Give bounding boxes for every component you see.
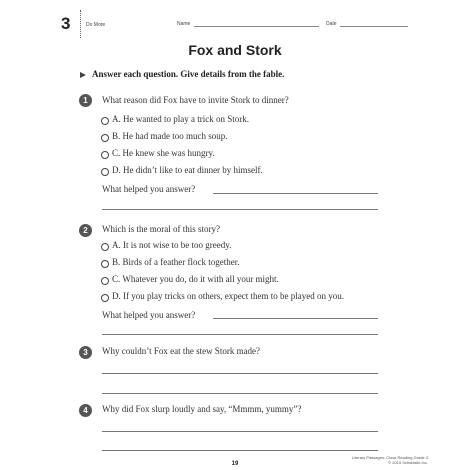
option-1d-label: D. He didn’t like to eat dinner by himself. — [112, 165, 263, 175]
question-number-badge: 2 — [79, 224, 92, 237]
date-label: Date — [326, 21, 337, 27]
question-number-badge: 4 — [79, 404, 92, 417]
option-1a-label: A. He wanted to play a trick on Stork. — [112, 114, 249, 124]
radio-option-1d[interactable] — [101, 168, 109, 176]
answer-line[interactable] — [102, 431, 378, 432]
answer-line[interactable] — [102, 450, 378, 451]
name-field[interactable] — [194, 26, 319, 27]
option-2d-label: D. If you play tricks on others, expect them to be played on you. — [112, 291, 344, 301]
page-number: 19 — [231, 461, 239, 467]
answer-line[interactable] — [102, 373, 378, 374]
option-2c-label: C. Whatever you do, do it with all your might. — [112, 274, 279, 284]
radio-option-2b[interactable] — [101, 260, 109, 268]
radio-option-1c[interactable] — [101, 151, 109, 159]
name-label: Name — [177, 21, 191, 27]
question-number-badge: 1 — [79, 94, 92, 107]
page-title: Fox and Stork — [188, 42, 282, 58]
helped-label-2: What helped you answer? — [102, 310, 196, 320]
question-2-text: Which is the moral of this story? — [102, 224, 220, 234]
answer-line[interactable] — [102, 209, 378, 210]
header-divider — [80, 10, 81, 38]
answer-line[interactable] — [213, 318, 378, 319]
radio-option-2c[interactable] — [101, 277, 109, 285]
option-2b-label: B. Birds of a feather flock together. — [112, 257, 240, 267]
radio-option-2a[interactable] — [101, 243, 109, 251]
radio-option-2d[interactable] — [101, 294, 109, 302]
option-1b-label: B. He had made too much soup. — [112, 131, 228, 141]
arrow-icon — [80, 72, 86, 78]
radio-option-1b[interactable] — [101, 134, 109, 142]
unit-subtitle: Do More — [86, 22, 106, 28]
question-4-text: Why did Fox slurp loudly and say, “Mmmm, yummy”? — [102, 404, 302, 414]
question-3-text: Why couldn’t Fox eat the stew Stork made? — [102, 346, 261, 356]
instruction-text: Answer each question. Give details from the fable. — [92, 69, 285, 79]
answer-line[interactable] — [102, 393, 378, 394]
option-2a-label: A. It is not wise to be too greedy. — [112, 240, 232, 250]
date-field[interactable] — [340, 26, 408, 27]
copyright-line: © 2015 Scholastic Inc. — [388, 460, 428, 465]
question-1-text: What reason did Fox have to invite Stork to dinner? — [102, 95, 289, 105]
answer-line[interactable] — [213, 193, 378, 194]
option-1c-label: C. He knew she was hungry. — [112, 148, 215, 158]
unit-number: 3 — [61, 14, 71, 33]
question-number-badge: 3 — [79, 346, 92, 359]
answer-line[interactable] — [102, 334, 378, 335]
helped-label-1: What helped you answer? — [102, 184, 196, 194]
credit-line: Literary Passages: Close Reading Grade 3 — [351, 455, 428, 460]
radio-option-1a[interactable] — [101, 117, 109, 125]
